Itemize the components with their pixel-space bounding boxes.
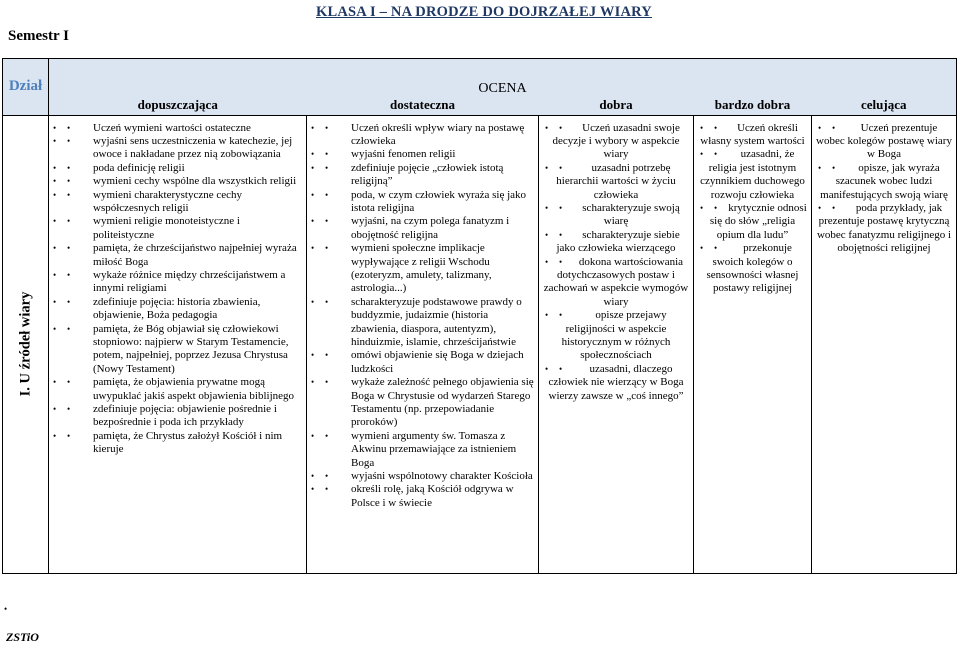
requirement-text: Uczeń wymieni wartości ostateczne — [93, 121, 251, 134]
requirement-item — [53, 269, 302, 296]
requirement-text: scharakteryzuje swoją wiarę — [582, 201, 680, 228]
bullet-icon: • — [311, 189, 315, 200]
requirement-item — [53, 189, 302, 216]
requirement-item — [311, 430, 534, 470]
bullet-icon: • — [700, 202, 704, 213]
requirement-item — [311, 242, 534, 296]
requirement-text: pamięta, że chrześcijaństwo najpełniej wyraża miłość Boga — [93, 242, 297, 268]
bullet-icon: • — [311, 471, 315, 482]
requirement-text: scharakteryzuje siebie jako człowieka wierzącego — [556, 228, 680, 255]
bullet-icon: • — [53, 296, 57, 307]
bullet-icon: • — [67, 404, 71, 415]
bullet-icon: • — [559, 363, 563, 374]
column-dostateczna — [307, 115, 539, 573]
section-label: I. U źródeł wiary — [17, 291, 33, 397]
requirement-text: poda definicję religii — [93, 161, 185, 174]
bullet-icon: • — [67, 176, 71, 187]
requirement-item — [698, 202, 807, 242]
section-cell — [3, 115, 49, 573]
column-dopuszczajaca — [49, 115, 307, 573]
bullet-icon: • — [325, 350, 329, 361]
bullet-icon: • — [832, 202, 836, 213]
requirement-text: wykaże różnice między chrześcijaństwem a innymi religiami — [93, 268, 286, 295]
grade-header-dobra: dobra — [539, 97, 694, 116]
requirement-text: określi rolę, jaką Kościół odgrywa w Polsce i w świecie — [351, 483, 514, 509]
bullet-icon: • — [67, 122, 71, 133]
bullet-icon: • — [311, 430, 315, 441]
bullet-icon: • — [714, 243, 718, 254]
requirement-text: zdefiniuje pojęcia: historia zbawienia, objawienie, Boża pedagogia — [93, 295, 261, 322]
bullet-icon: • — [311, 122, 315, 133]
requirement-text: wymieni społeczne implikacje wypływające z religii Wschodu (ezoteryzm, amulety, talizmany, astrologia...) — [351, 242, 492, 295]
grade-header-bardzo-dobra: bardzo dobra — [694, 97, 812, 116]
requirement-text: pamięta, że Chrystus założył Kościół i nim kieruje — [93, 429, 283, 456]
requirement-item — [53, 242, 302, 269]
bullet-icon: • — [311, 162, 315, 173]
requirement-text: opisze, jak wyraża szacunek wobec ludzi manifestujących swoją wiarę — [820, 161, 948, 201]
grade-header-celujaca: celująca — [812, 97, 957, 116]
footer-note: ZSTiO — [6, 630, 39, 644]
requirement-item — [543, 122, 689, 162]
bullet-icon: • — [53, 430, 57, 441]
bullet-icon: • — [53, 176, 57, 187]
bullet-icon: • — [67, 269, 71, 280]
requirement-text: Uczeń określi własny system wartości — [700, 121, 805, 147]
bullet-icon: • — [311, 484, 315, 495]
requirement-text: poda przykłady, jak prezentuje postawę krytyczną wobec fanatyzmu religijnego i obojętności religijnej — [816, 201, 952, 255]
bullet-icon: • — [545, 256, 549, 267]
bullet-icon: • — [67, 323, 71, 334]
bullet-icon: • — [53, 135, 57, 146]
requirement-text: omówi objawienie się Boga w dziejach ludzkości — [351, 349, 524, 375]
requirement-item — [311, 162, 534, 189]
bullet-icon: • — [818, 122, 822, 133]
requirement-text: wymieni religie monoteistyczne i politeistyczne — [93, 215, 240, 241]
bullet-icon: • — [700, 149, 704, 160]
requirement-item — [543, 256, 689, 310]
requirement-item — [53, 135, 302, 162]
requirement-item — [53, 175, 302, 188]
bullet-icon: • — [53, 269, 57, 280]
requirement-item — [53, 122, 302, 135]
bullet-icon: • — [545, 310, 549, 321]
bullet-icon: • — [325, 149, 329, 160]
bullet-icon: • — [67, 216, 71, 227]
bullet-icon: • — [311, 243, 315, 254]
requirement-item — [698, 148, 807, 202]
grade-header-dostateczna: dostateczna — [307, 97, 539, 116]
requirement-item — [53, 430, 302, 457]
bullet-icon: • — [67, 243, 71, 254]
requirement-item — [816, 202, 952, 256]
requirement-text: Uczeń prezentuje wobec kolegów postawę wiary w Boga — [816, 121, 952, 161]
requirement-text: wymieni cechy wspólne dla wszystkich religii — [93, 175, 297, 188]
bullet-icon: • — [53, 189, 57, 200]
bullet-icon: • — [53, 122, 57, 133]
requirement-text: opisze przejawy religijności w aspekcie historycznym w różnych społecznościach — [561, 309, 671, 362]
bullet-icon: • — [325, 243, 329, 254]
bullet-icon: • — [714, 202, 718, 213]
bullet-icon: • — [325, 216, 329, 227]
requirement-text: zdefiniuje pojęcia: objawienie pośrednie i bezpośrednie i poda ich przykłady — [93, 403, 277, 429]
bullet-icon: • — [832, 122, 836, 133]
requirement-item — [53, 323, 302, 377]
bullet-icon: • — [325, 296, 329, 307]
bullet-icon: • — [67, 377, 71, 388]
bullet-icon: • — [311, 149, 315, 160]
requirement-text: wykaże zależność pełnego objawienia się Boga w Chrystusie od wydarzeń Starego Testamentu (np. przepowiadanie proroków) — [351, 376, 534, 429]
requirement-item — [698, 242, 807, 296]
bullet-icon: • — [67, 296, 71, 307]
bullet-icon: • — [325, 430, 329, 441]
requirement-item — [543, 229, 689, 256]
requirement-item — [543, 363, 689, 403]
bullet-icon: • — [311, 377, 315, 388]
bullet-icon: • — [545, 229, 549, 240]
requirement-text: Uczeń uzasadni swoje decyzje i wybory w aspekcie wiary — [552, 121, 680, 161]
dzial-header: Dział — [3, 59, 49, 116]
requirement-text: uzasadni, dlaczego człowiek nie wierzący w Boga wierzy zawsze w „coś innego” — [548, 362, 684, 402]
bullet-icon: • — [818, 202, 822, 213]
requirement-text: wyjaśni wspólnotowy charakter Kościoła — [351, 470, 533, 483]
requirement-text: wymieni charakterystyczne cechy współczesnych religii — [93, 188, 243, 214]
requirement-text: przekonuje swoich kolegów o sensowności własnej postawy religijnej — [706, 242, 799, 295]
requirement-text: uzasadni potrzebę hierarchii wartości w życiu człowieka — [556, 161, 676, 201]
bullet-icon: • — [53, 216, 57, 227]
semester-label: Semestr I — [8, 28, 69, 44]
bullet-icon: • — [325, 162, 329, 173]
requirement-text: dokona wartościowania dotychczasowych postaw i zachowań w aspekcie wymogów wiary — [543, 255, 689, 308]
bullet-icon: • — [545, 202, 549, 213]
bullet-icon: • — [700, 243, 704, 254]
bullet-icon: • — [545, 162, 549, 173]
bullet-icon: • — [818, 162, 822, 173]
requirement-text: wyjaśni sens uczestniczenia w katechezie, jej owoce i nakładane przez nią zobowiązania — [93, 134, 293, 161]
requirement-text: scharakteryzuje podstawowe prawdy o buddyzmie, judaizmie (historia zbawienia, diaspora, autentyzm), hinduizmie, islamie, chrześcijaństwie — [351, 295, 522, 348]
bullet-icon: • — [53, 243, 57, 254]
ocena-header: OCENA — [49, 59, 957, 97]
footer-bullet: • — [4, 604, 8, 614]
requirement-text: zdefiniuje pojęcie „człowiek istotą religijną” — [351, 161, 504, 188]
requirement-item — [543, 202, 689, 229]
bullet-icon: • — [53, 323, 57, 334]
column-celujaca — [812, 115, 957, 573]
requirement-item — [311, 483, 534, 510]
requirement-item — [816, 162, 952, 202]
bullet-icon: • — [545, 122, 549, 133]
bullet-icon: • — [559, 202, 563, 213]
requirement-text: wyjaśni, na czym polega fanatyzm i obojętność religijna — [351, 215, 510, 241]
column-dobra — [539, 115, 694, 573]
requirement-item — [543, 162, 689, 202]
bullet-icon: • — [67, 135, 71, 146]
bullet-icon: • — [325, 122, 329, 133]
requirement-item — [543, 309, 689, 363]
requirement-text: uzasadni, że religia jest istotnym czynnikiem duchowego rozwoju człowieka — [700, 148, 805, 201]
bullet-icon: • — [559, 310, 563, 321]
requirement-item — [311, 215, 534, 242]
requirement-text: pamięta, że Bóg objawiał się człowiekowi stopniowo: najpierw w Starym Testamencie, potem, najpełniej, poprzez Jezusa Chrystusa (Nowy Testament) — [93, 322, 289, 375]
bullet-icon: • — [325, 377, 329, 388]
bullet-icon: • — [559, 256, 563, 267]
requirement-text: pamięta, że objawienia prywatne mogą uwypuklać jakiś aspekt objawienia biblijnego — [93, 376, 295, 402]
bullet-icon: • — [311, 296, 315, 307]
requirement-item — [311, 470, 534, 483]
requirement-item — [311, 349, 534, 376]
requirement-item — [53, 376, 302, 403]
bullet-icon: • — [559, 229, 563, 240]
bullet-icon: • — [700, 122, 704, 133]
bullet-icon: • — [53, 404, 57, 415]
bullet-icon: • — [53, 377, 57, 388]
bullet-icon: • — [325, 189, 329, 200]
document-title: KLASA I – NA DRODZE DO DOJRZAŁEJ WIARY — [316, 4, 652, 20]
bullet-icon: • — [325, 471, 329, 482]
requirement-item — [53, 215, 302, 242]
requirement-text: krytycznie odnosi się do słów „religia opium dla ludu” — [709, 201, 807, 241]
bullet-icon: • — [545, 363, 549, 374]
requirement-text: wyjaśni fenomen religii — [351, 148, 456, 161]
requirement-item — [311, 122, 534, 149]
bullet-icon: • — [67, 189, 71, 200]
requirement-item — [311, 189, 534, 216]
requirement-text: Uczeń określi wpływ wiary na postawę człowieka — [351, 121, 525, 147]
requirement-text: poda, w czym człowiek wyraża się jako istota religijna — [351, 188, 527, 214]
bullet-icon: • — [559, 122, 563, 133]
bullet-icon: • — [311, 350, 315, 361]
requirement-item — [53, 296, 302, 323]
grade-header-dopuszczajaca: dopuszczająca — [49, 97, 307, 116]
requirement-item — [311, 296, 534, 350]
column-bardzo-dobra — [694, 115, 812, 573]
bullet-icon: • — [53, 162, 57, 173]
bullet-icon: • — [325, 484, 329, 495]
bullet-icon: • — [311, 216, 315, 227]
bullet-icon: • — [714, 122, 718, 133]
bullet-icon: • — [67, 430, 71, 441]
requirement-item — [698, 122, 807, 149]
bullet-icon: • — [559, 162, 563, 173]
bullet-icon: • — [714, 149, 718, 160]
requirement-item — [311, 148, 534, 161]
requirement-item — [816, 122, 952, 162]
requirement-item — [53, 162, 302, 175]
bullet-icon: • — [832, 162, 836, 173]
requirement-item — [311, 376, 534, 430]
bullet-icon: • — [67, 162, 71, 173]
requirements-table — [2, 58, 957, 574]
requirement-text: wymieni argumenty św. Tomasza z Akwinu przemawiające za istnieniem Boga — [351, 429, 517, 469]
requirement-item — [53, 403, 302, 430]
